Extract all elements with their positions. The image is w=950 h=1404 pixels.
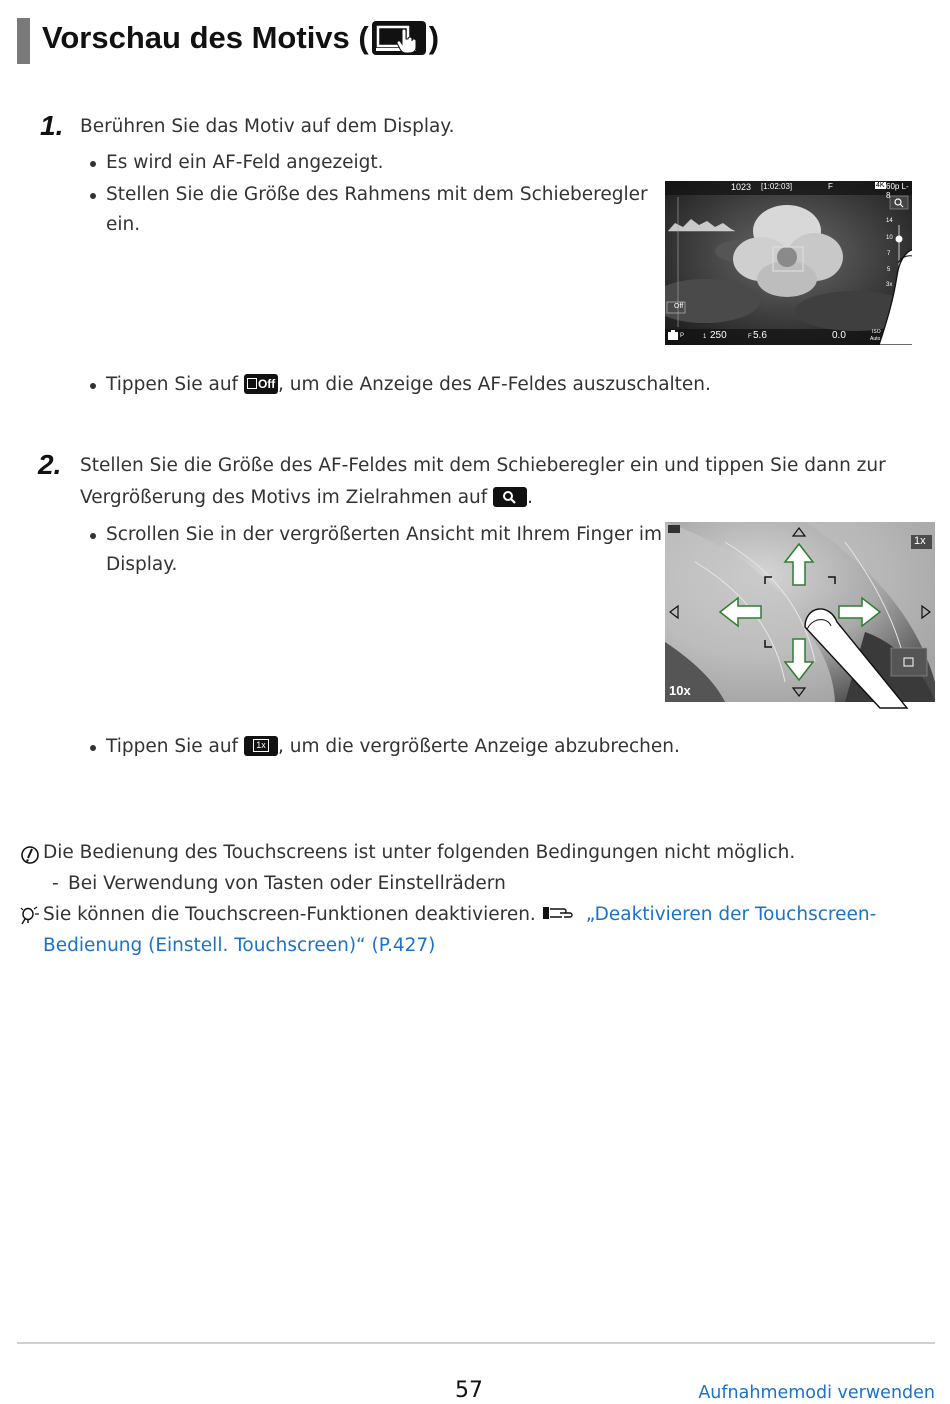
screen-aperture-prefix: F [748, 334, 752, 340]
magnify-icon [493, 487, 527, 507]
caution-subitem: Bei Verwendung von Tasten oder Einstellrädern [68, 873, 506, 894]
tap-text-before: Tippen Sie auf [106, 374, 244, 395]
camera-screen-af-field [665, 181, 912, 345]
step-2-text-line-2-text: Vergrößerung des Motivs im Zielrahmen auf [80, 487, 494, 508]
screen-off-label: Off [674, 303, 684, 310]
bullet-text: Scrollen Sie in der vergrößerten Ansicht mit Ihrem Finger im [106, 524, 663, 545]
page-title [42, 20, 439, 56]
step-1-bullet-2-cont: ein. [106, 214, 141, 235]
slider-label-10: 10 [886, 235, 893, 241]
bullet-text-container [106, 370, 711, 400]
section-link[interactable]: Aufnahmemodi verwenden [698, 1383, 935, 1403]
bullet-dot [90, 533, 96, 539]
step-2-text-line-1: Stellen Sie die Größe des AF-Feldes mit dem Schieberegler ein und tippen Sie dann zur [80, 455, 886, 476]
screen-fps: 60p L-8 [886, 182, 909, 200]
touch-preview-icon [372, 21, 426, 55]
step-1-number: 1. [40, 110, 64, 141]
camera-screen-zoom [665, 522, 935, 702]
title-accent-bar [17, 18, 30, 64]
bullet-dot [90, 193, 96, 199]
camera-screen-af-illustration [665, 181, 912, 345]
screen-shutter-prefix: 1 [703, 334, 707, 340]
screen-shutter: 250 [710, 330, 727, 341]
tip-line-1 [43, 900, 876, 932]
screen-iso-label: ISO [872, 329, 881, 335]
tap-text-before: Tippen Sie auf [106, 736, 244, 757]
tap-text-after: , um die Anzeige des AF-Feldes auszuschalten. [277, 374, 711, 395]
bullet-dot [90, 161, 96, 167]
touchscreen-settings-link[interactable]: „Deaktivieren der Touchscreen- [585, 904, 877, 925]
screen-mode: P [680, 333, 685, 339]
tip-text: Sie können die Touchscreen-Funktionen deaktivieren. [43, 904, 542, 925]
step-2-bullet-1-cont: Display. [106, 554, 178, 575]
af-off-icon [244, 374, 278, 394]
screen-quality: F [828, 182, 833, 191]
zoom-1x-icon [244, 736, 278, 756]
screen-counter: 1023 [731, 182, 752, 192]
screen-video: 4K [876, 182, 885, 189]
af-off-icon-label: Off [257, 377, 276, 391]
af-off-frame-shape [247, 378, 257, 389]
slider-label-14: 14 [886, 218, 893, 224]
page-number: 57 [455, 1378, 483, 1403]
screen-exposure: 0.0 [832, 330, 846, 341]
step-2-number: 2. [38, 449, 62, 480]
footer-divider [17, 1342, 935, 1344]
bullet-text: Es wird ein AF-Feld angezeigt. [106, 152, 384, 173]
caution-text: Die Bedienung des Touchscreens ist unter folgenden Bedingungen nicht möglich. [43, 842, 796, 863]
title-text-after: ) [428, 20, 440, 55]
reference-hand-icon [542, 902, 578, 932]
bullet-text-container [106, 732, 680, 762]
caution-dash: - [52, 873, 59, 894]
camera-screen-zoom-illustration [665, 522, 935, 710]
tip-icon [18, 905, 40, 931]
zoom-level-label: 10x [669, 683, 691, 698]
zoom-1x-icon-label: 1x [253, 739, 269, 752]
step-2-text-line-2 [80, 483, 533, 513]
slider-label-5: 5 [887, 267, 891, 273]
caution-icon [20, 845, 40, 869]
screen-aperture: 5.6 [753, 330, 767, 341]
screen-iso-value: 200 [884, 330, 901, 341]
bullet-dot [90, 745, 96, 751]
screen-iso-auto: Auto [870, 336, 881, 342]
tap-text-after: , um die vergrößerte Anzeige abzubrechen. [277, 736, 680, 757]
screen-time: [1:02:03] [761, 182, 793, 191]
slider-label-7: 7 [887, 251, 891, 257]
step-1-text: Berühren Sie das Motiv auf dem Display. [80, 116, 455, 137]
title-text-before: Vorschau des Motivs ( [42, 20, 369, 55]
bullet-text: Stellen Sie die Größe des Rahmens mit dem Schieberegler [106, 184, 648, 205]
step-2-text-line-2-end: . [527, 487, 534, 508]
touchscreen-settings-link-cont[interactable]: Bedienung (Einstell. Touchscreen)“ (P.427) [43, 935, 436, 956]
zoom-badge-1x: 1x [914, 535, 926, 547]
slider-label-3x: 3x [886, 282, 893, 288]
bullet-dot [90, 383, 96, 389]
